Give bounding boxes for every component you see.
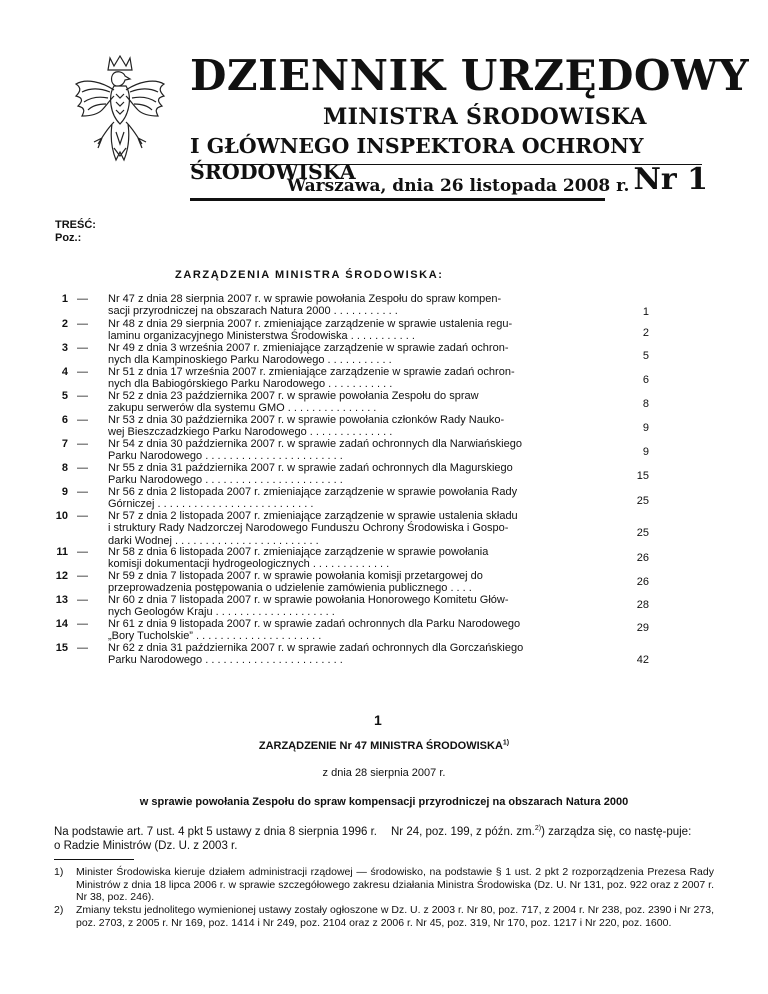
toc-entry-text: Nr 62 z dnia 31 października 2007 r. w sprawie zadań ochronnych dla Gorczańskiego Parku Narodowego . . . . . . . . . . . . . . . . . . . . . . . [108, 642, 524, 667]
contents-heading [55, 219, 96, 245]
toc-entry-number: 13 [55, 594, 68, 606]
toc-entry[interactable] [44, 618, 704, 644]
footnote [54, 866, 714, 906]
issue-divider [190, 198, 605, 201]
toc-entry-text: Nr 54 z dnia 30 października 2007 r. w sprawie zadań ochronnych dla Narwiańskiego Parku Narodowego . . . . . . . . . . . . . . . . . . . . . . . [108, 438, 522, 463]
footnote-mark: 1) [54, 866, 64, 878]
toc-entry-dash: — [77, 486, 88, 498]
toc-entry-dash: — [77, 342, 88, 354]
toc-entry-dash: — [77, 546, 88, 558]
toc-entry-page: 26 [636, 552, 649, 564]
toc-entry-page: 25 [636, 495, 649, 507]
publication-subtitle-inspectorate: I GŁÓWNEGO INSPEKTORA OCHRONY ŚRODOWISKA [190, 134, 644, 184]
toc-entry-dash: — [77, 510, 88, 522]
toc-entry-number: 4 [61, 366, 68, 378]
toc-entry-text: Nr 58 z dnia 6 listopada 2007 r. zmieniające zarządzenie w sprawie powołania komisji dokumentacji hydrogeologicznych . . . . . . . . . . . . . [108, 546, 489, 571]
issue-number: Nr 1 [633, 162, 708, 197]
toc-entry[interactable] [44, 570, 704, 596]
toc-entry-number: 15 [55, 642, 68, 654]
toc-entry-text: Nr 52 z dnia 23 października 2007 r. w sprawie powołania Zespołu do spraw zakupu serwerów dla systemu GMO . . . . . . . . . . . . . . . [108, 390, 479, 415]
toc-entry-page: 1 [642, 306, 649, 318]
act-position-number: 1 [374, 712, 382, 728]
toc-entry-dash: — [77, 318, 88, 330]
toc-entry[interactable] [44, 642, 704, 668]
toc-entry-dash: — [77, 570, 88, 582]
issue-date: Warszawa, dnia 26 listopada 2008 r. [287, 176, 630, 196]
toc-entry-page: 28 [636, 599, 649, 611]
toc-entry-page: 8 [642, 398, 649, 410]
toc-entry-text: Nr 61 z dnia 9 listopada 2007 r. w sprawie zadań ochronnych dla Parku Narodowego „Bory Tucholskie” . . . . . . . . . . . . . . . . . . . . . [108, 618, 521, 643]
footnote-text: Minister Środowiska kieruje działem administracji rządowej — środowisko, na podstawie § 1 ust. 2 pkt 2 rozporządzenia Prezesa Rady Ministrów z dnia 18 lipca 2006 r. w sprawie szczegółowego zakresu działania Ministra Środowiska (Dz. U. Nr 131, poz. 922 oraz z 2007 r. Nr 38, poz. 246). [76, 866, 714, 904]
toc-entry[interactable] [44, 293, 704, 319]
act-date: z dnia 28 sierpnia 2007 r. [322, 767, 446, 779]
toc-entry-page: 29 [636, 622, 649, 634]
toc-entry-page: 5 [642, 350, 649, 362]
toc-entry-page: 9 [642, 422, 649, 434]
toc-entry-dash: — [77, 462, 88, 474]
toc-entry[interactable] [44, 462, 704, 488]
toc-entry-page: 2 [642, 327, 649, 339]
footnote-ref[interactable]: 1) [502, 739, 510, 747]
footnote-mark: 2) [54, 904, 64, 916]
toc-entry-number: 6 [61, 414, 68, 426]
toc-entry-number: 9 [61, 486, 68, 498]
toc-entry-text: Nr 55 z dnia 31 października 2007 r. w sprawie zadań ochronnych dla Magurskiego Parku Narodowego . . . . . . . . . . . . . . . . . . . . . . . [108, 462, 513, 487]
toc-entry[interactable] [44, 366, 704, 392]
body-text-right: Nr 24, poz. 199, z późn. zm.$^{2)}$) zarządza się, co nastę-puje: [391, 825, 692, 838]
toc-entry[interactable] [44, 594, 704, 620]
footnote-text: Zmiany tekstu jednolitego wymienionej ustawy zostały ogłoszone w Dz. U. z 2003 r. Nr 80, poz. 717, z 2004 r. Nr 238, poz. 2390 i Nr 273, poz. 2703, z 2005 r. Nr 169, poz. 1414 i Nr 249, poz. 2104 oraz z 2006 r. Nr 45, poz. 319, Nr 170, poz. 1217 i Nr 220, poz. 1600. [76, 904, 714, 929]
toc-entry-number: 7 [61, 438, 68, 450]
toc-entry-dash: — [77, 594, 88, 606]
toc-entry-text: Nr 49 z dnia 3 września 2007 r. zmieniające zarządzenie w sprawie zadań ochron- nych dla Kampinoskiego Parku Narodowego . . . . . . . . . . . [108, 342, 509, 367]
footnote-ref[interactable]: 2) [534, 825, 542, 833]
toc-entry-number: 12 [55, 570, 68, 582]
toc-entry[interactable] [44, 510, 704, 548]
toc-entry-dash: — [77, 438, 88, 450]
contents-label: TREŚĆ: [55, 219, 96, 231]
toc-entry-page: 6 [642, 374, 649, 386]
toc-entry-page: 25 [636, 527, 649, 539]
toc-entry-text: Nr 59 z dnia 7 listopada 2007 r. w sprawie powołania komisji przetargowej do przeprowadzenia postępowania o udzielenie zamówienia publicznego . . . . [108, 570, 483, 595]
toc-entry-dash: — [77, 414, 88, 426]
toc-entry-text: Nr 57 z dnia 2 listopada 2007 r. zmieniające zarządzenie w sprawie ustalenia składu i struktury Rady Nadzorczej Narodowego Funduszu Ochrony Środowiska i Gospo- darki Wodnej . . . . . . . . . . . . . . . . . . . . . . . . [108, 510, 518, 547]
publication-title: DZIENNIK URZĘDOWY [190, 51, 750, 100]
toc-entry-dash: — [77, 390, 88, 402]
toc-entry[interactable] [44, 546, 704, 572]
toc-entry-dash: — [77, 293, 88, 305]
toc-entry-page: 42 [636, 654, 649, 666]
toc-entry-text: Nr 53 z dnia 30 października 2007 r. w sprawie powołania członków Rady Nauko- wej Bieszczadzkiego Parku Narodowego . . . . . . . . . . . . . . [108, 414, 505, 439]
toc-entry-number: 5 [61, 390, 68, 402]
section-title: ZARZĄDZENIA MINISTRA ŚRODOWISKA: [175, 269, 444, 281]
toc-entry-text: Nr 48 z dnia 29 sierpnia 2007 r. zmieniające zarządzenie w sprawie ustalenia regu- laminu organizacyjnego Ministerstwa Środowiska . . . . . . . . . . . [108, 318, 513, 343]
body-text-left: Na podstawie art. 7 ust. 4 pkt 5 ustawy z dnia 8 sierpnia 1996 r. o Radzie Ministrów (Dz. U. z 2003 r. [54, 826, 377, 852]
act-title: ZARZĄDZENIE Nr 47 MINISTRA ŚRODOWISKA$^{1)}$ [258, 739, 510, 752]
toc-entry-text: Nr 51 z dnia 17 września 2007 r. zmieniające zarządzenie w sprawie zadań ochron- nych dla Babiogórskiego Parku Narodowego . . . . . . . . . . . [108, 366, 515, 391]
footnote [54, 904, 714, 956]
toc-entry-number: 3 [61, 342, 68, 354]
footnote-divider [54, 859, 134, 860]
publication-subtitle-ministry: MINISTRA ŚRODOWISKA [323, 104, 647, 130]
toc-entry[interactable] [44, 486, 704, 512]
toc-entry-dash: — [77, 642, 88, 654]
position-label: Poz.: [55, 232, 82, 244]
toc-entry-number: 14 [55, 618, 68, 630]
toc-entry[interactable] [44, 342, 704, 368]
toc-entry-page: 9 [642, 446, 649, 458]
toc-entry-number: 1 [61, 293, 68, 305]
toc-entry-text: Nr 56 z dnia 2 listopada 2007 r. zmieniające zarządzenie w sprawie powołania Rady Górniczej . . . . . . . . . . . . . . . . . . . . . . . . . . [108, 486, 518, 511]
toc-entry-page: 15 [636, 470, 649, 482]
toc-entry-page: 26 [636, 576, 649, 588]
toc-entry[interactable] [44, 318, 704, 344]
toc-entry-number: 10 [55, 510, 68, 522]
toc-entry[interactable] [44, 438, 704, 464]
toc-entry-number: 8 [61, 462, 68, 474]
toc-entry-dash: — [77, 366, 88, 378]
toc-entry-number: 11 [56, 546, 68, 558]
toc-entry[interactable] [44, 414, 704, 440]
toc-entry-text: Nr 47 z dnia 28 sierpnia 2007 r. w sprawie powołania Zespołu do spraw kompen- sacji przyrodniczej na obszarach Natura 2000 . . . . . . . . . . . [108, 293, 502, 318]
toc-entry-number: 2 [61, 318, 68, 330]
toc-entry[interactable] [44, 390, 704, 416]
act-subject: w sprawie powołania Zespołu do spraw kompensacji przyrodniczej na obszarach Natura 2000 [139, 796, 629, 808]
toc-entry-text: Nr 60 z dnia 7 listopada 2007 r. w sprawie powołania Honorowego Komitetu Głów- nych Geologów Kraju . . . . . . . . . . . . . . . . . . . . [108, 594, 509, 619]
toc-entry-dash: — [77, 618, 88, 630]
white-eagle-emblem-icon [72, 52, 168, 172]
